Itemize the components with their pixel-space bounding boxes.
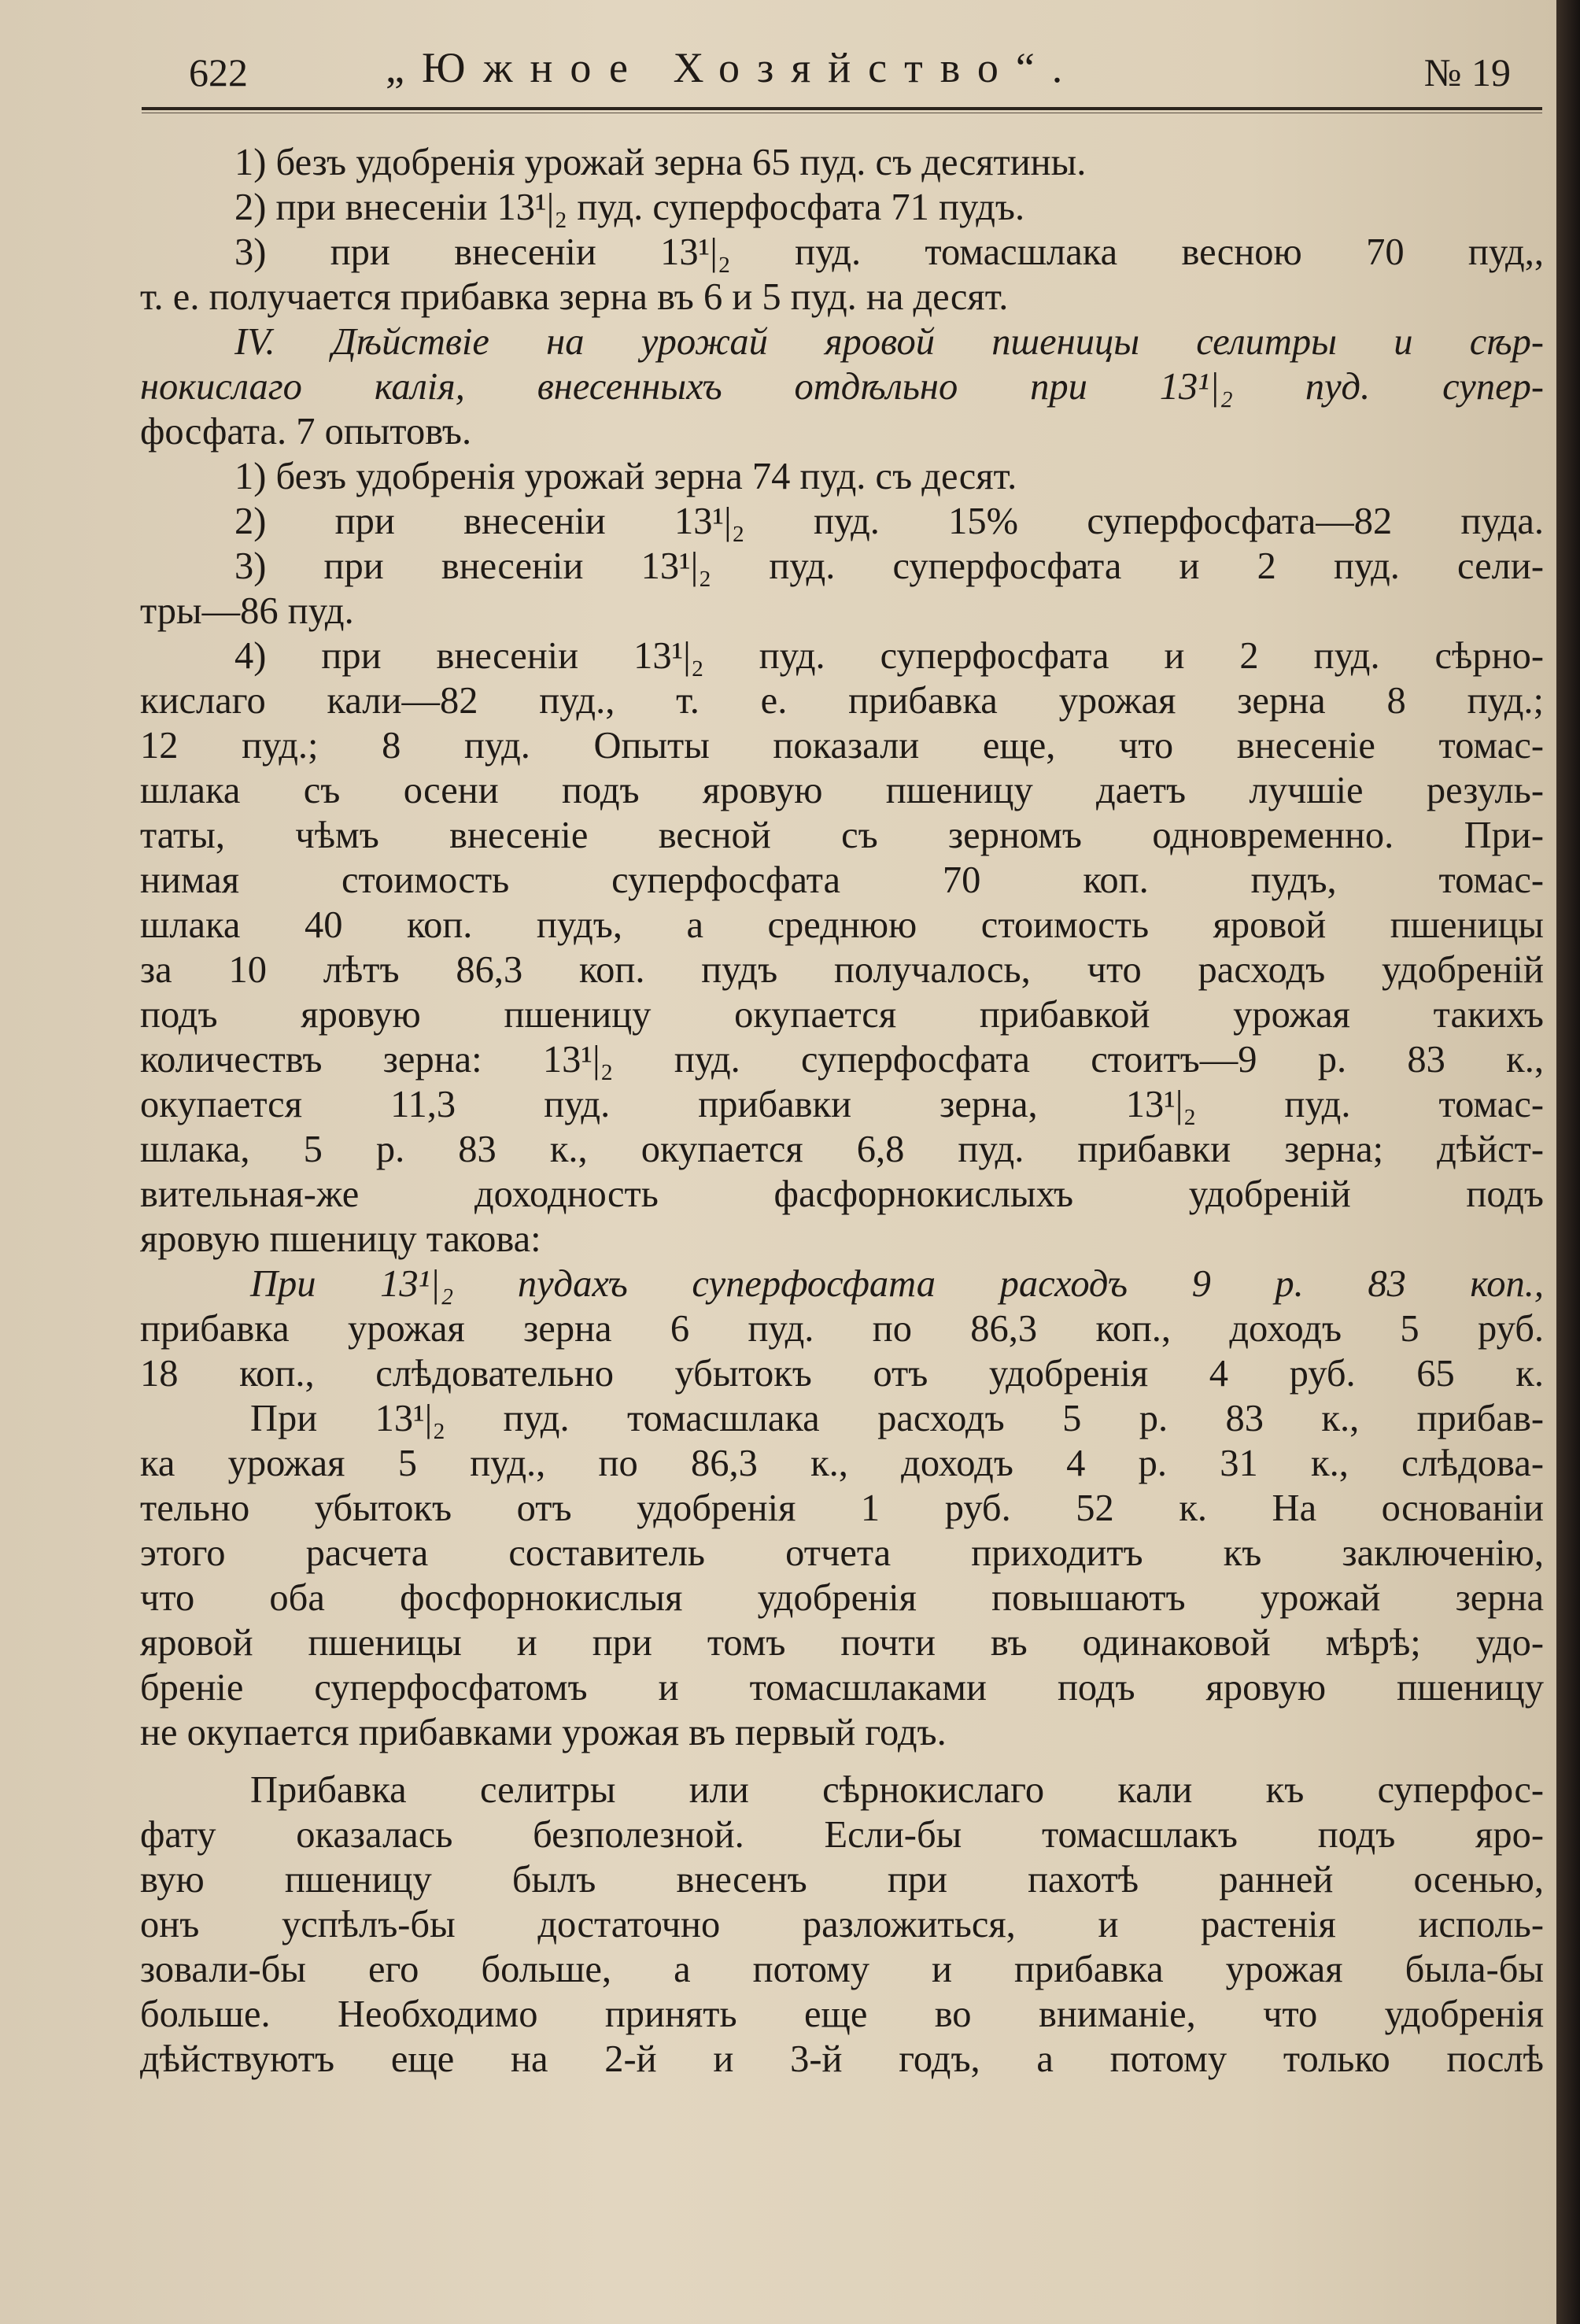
text-line: нимая стоимость суперфосфата 70 коп. пудъ, томас- [140, 859, 1544, 901]
text-line: При 13¹|₂ пуд. томасшлака расходъ 5 р. 83 к., прибав- [250, 1398, 1544, 1439]
text-line: 3) при внесеніи 13¹|₂ пуд. суперфосфата и 2 пуд. сели- [234, 545, 1544, 587]
text-line: этого расчета составитель отчета приходитъ къ заключенію, [140, 1532, 1544, 1574]
text-line: 12 пуд.; 8 пуд. Опыты показали еще, что внесеніе томас- [140, 725, 1544, 767]
text-line: больше. Необходимо принять еще во вниманіе, что удобренія [140, 1993, 1544, 2035]
page-number: 622 [189, 50, 248, 94]
text-line: Прибавка селитры или сѣрнокислаго кали къ суперфос- [250, 1769, 1544, 1811]
text-line: окупается 11,3 пуд. прибавки зерна, 13¹|₂ пуд. томас- [140, 1084, 1544, 1125]
binding-edge [1556, 0, 1580, 2324]
text-line: ка урожая 5 пуд., по 86,3 к., доходъ 4 р. 31 к., слѣдова- [140, 1443, 1544, 1484]
text-line: 18 коп., слѣдовательно убытокъ отъ удобренія 4 руб. 65 к. [140, 1353, 1544, 1395]
text-line: не окупается прибавками урожая въ первый годъ. [140, 1712, 947, 1753]
text-line: за 10 лѣтъ 86,3 коп. пудъ получалось, что расходъ удобреній [140, 949, 1544, 991]
text-line: 2) при внесеніи 13¹|₂ пуд. 15% суперфосфата—82 пуда. [234, 501, 1544, 542]
text-line: шлака 40 коп. пудъ, а среднюю стоимость яровой пшеницы [140, 904, 1544, 946]
text-line: прибавка урожая зерна 6 пуд. по 86,3 коп., доходъ 5 руб. [140, 1308, 1544, 1350]
text-line: 2) при внесеніи 13¹|₂ пуд. суперфосфата 71 пудъ. [234, 187, 1025, 228]
text-line: 4) при внесеніи 13¹|₂ пуд. суперфосфата и 2 пуд. сѣрно- [234, 635, 1544, 677]
text-line: бреніе суперфосфатомъ и томасшлаками подъ яровую пшеницу [140, 1667, 1544, 1709]
text-line: кислаго кали—82 пуд., т. е. прибавка урожая зерна 8 пуд.; [140, 680, 1544, 722]
text-line: тельно убытокъ отъ удобренія 1 руб. 52 к. На основаніи [140, 1487, 1544, 1529]
text-line: 3) при внесеніи 13¹|₂ пуд. томасшлака весною 70 пуд,, [234, 231, 1544, 273]
text-line: дѣйствуютъ еще на 2-й и 3-й годъ, а потому только послѣ [140, 2038, 1544, 2080]
text-line: фосфата. 7 опытовъ. [140, 411, 472, 453]
text-line: т. е. получается прибавка зерна въ 6 и 5 пуд. на десят. [140, 276, 1009, 318]
text-line: шлака съ осени подъ яровую пшеницу даетъ лучшіе резуль- [140, 770, 1544, 811]
text-line: При 13¹|₂ пудахъ суперфосфата расходъ 9 р. 83 коп., [250, 1263, 1544, 1305]
article-body [140, 140, 1544, 2082]
text-line: нокислаго калія, внесенныхъ отдѣльно при 13¹|₂ пуд. супер- [140, 366, 1544, 408]
text-line: что оба фосфорнокислыя удобренія повышаютъ урожай зерна [140, 1577, 1544, 1619]
text-line: шлака, 5 р. 83 к., окупается 6,8 пуд. прибавки зерна; дѣйст- [140, 1129, 1544, 1170]
text-line: зовали-бы его больше, а потому и прибавка урожая была-бы [140, 1949, 1544, 1990]
text-line: количествъ зерна: 13¹|₂ пуд. суперфосфата стоитъ—9 р. 83 к., [140, 1039, 1544, 1081]
text-line: 1) безъ удобренія урожай зерна 74 пуд. съ десят. [234, 456, 1017, 497]
text-line: онъ успѣлъ-бы достаточно разложиться, и растенія исполь- [140, 1904, 1544, 1945]
text-line: фату оказалась безполезной. Если-бы томасшлакъ подъ яро- [140, 1814, 1544, 1856]
text-line: яровой пшеницы и при томъ почти въ одинаковой мѣрѣ; удо- [140, 1622, 1544, 1664]
running-header [142, 41, 1511, 104]
text-line: вительная-же доходность фасфорнокислыхъ удобреній подъ [140, 1173, 1544, 1215]
text-line: 1) безъ удобренія урожай зерна 65 пуд. съ десятины. [234, 142, 1087, 183]
text-line: вую пшеницу былъ внесенъ при пахотѣ ранней осенью, [140, 1859, 1544, 1901]
text-line: таты, чѣмъ внесеніе весной съ зерномъ одновременно. При- [140, 815, 1544, 856]
header-rule [142, 107, 1542, 110]
text-line: подъ яровую пшеницу окупается прибавкой урожая такихъ [140, 994, 1544, 1036]
text-line: тры—86 пуд. [140, 590, 354, 632]
issue-number: № 19 [1423, 50, 1511, 94]
journal-title: „Южное Хозяйство“. [386, 44, 1080, 91]
text-line: яровую пшеницу такова: [140, 1218, 541, 1260]
text-line: IV. Дѣйствіе на урожай яровой пшеницы селитры и сѣр- [234, 321, 1544, 363]
